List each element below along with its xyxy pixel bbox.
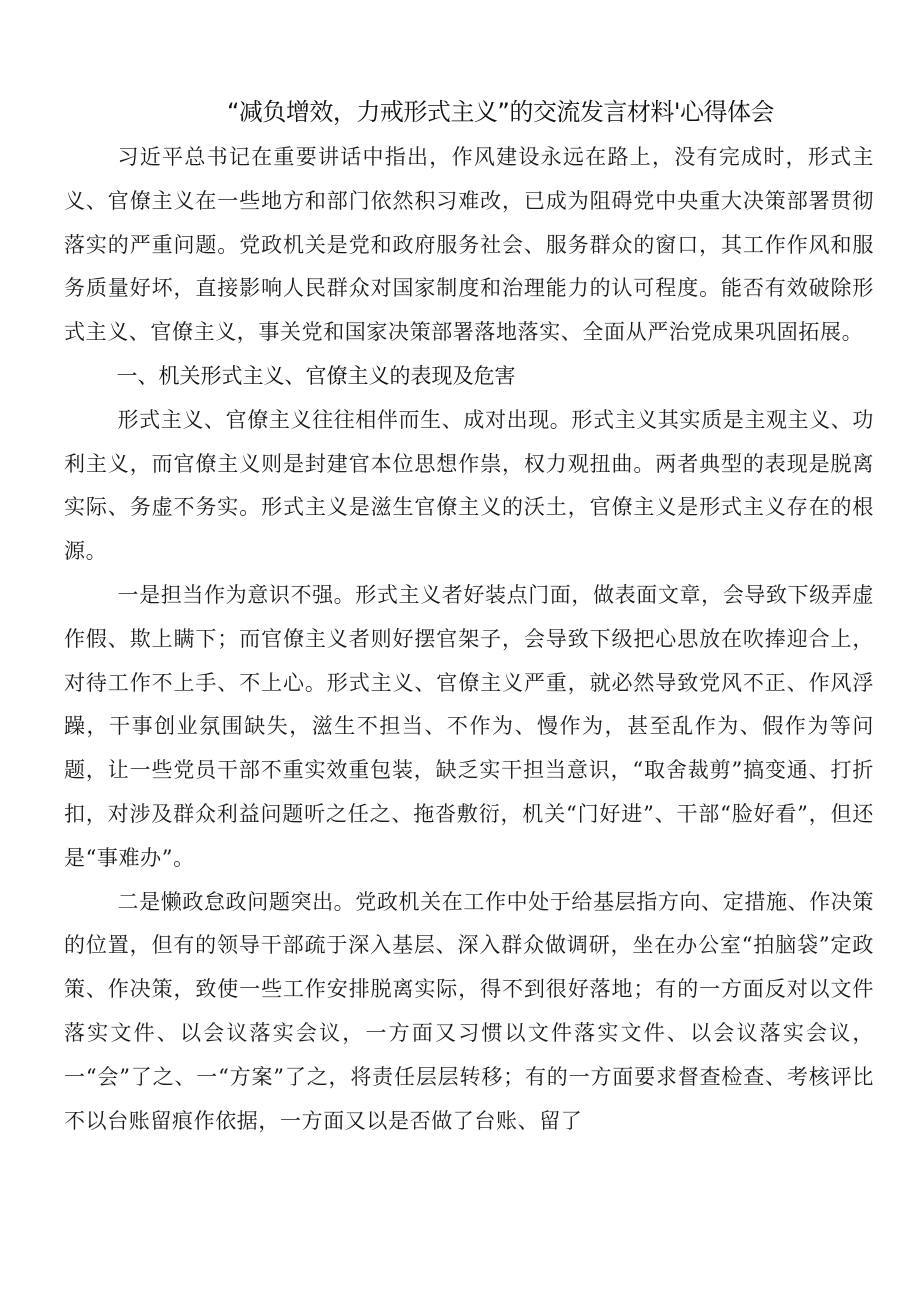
- paragraph-section-1-overview: 形式主义、官僚主义往往相伴而生、成对出现。形式主义其实质是主观主义、功利主义，而官僚主义则是封建官本位思想作祟，权力观扭曲。两者典型的表现是脱离实际、务虚不务实。形式主义是滋生官僚主义的沃土，官僚主义是形式主义存在的根源。: [64, 407, 874, 564]
- paragraph-intro: 习近平总书记在重要讲话中指出，作风建设永远在路上，没有完成时，形式主义、官僚主义在一些地方和部门依然积习难改，已成为阻碍党中央重大决策部署贯彻落实的严重问题。党政机关是党和政府服务社会、服务群众的窗口，其工作作风和服务质量好坏，直接影响人民群众对国家制度和治理能力的认可程度。能否有效破除形式主义、官僚主义，事关党和国家决策部署落地落实、全面从严治党成果巩固拓展。: [64, 145, 874, 345]
- document-body: [64, 136, 874, 1143]
- document-title: “减负增效，力戒形式主义”的交流发言材料'心得体会: [227, 98, 774, 126]
- paragraph-point-1: 一是担当作为意识不强。形式主义者好装点门面，做表面文章，会导致下级弄虚作假、欺上瞒下；而官僚主义者则好摆官架子，会导致下级把心思放在吹捧迎合上，对待工作不上手、不上心。形式主义、官僚主义严重，就必然导致党风不正、作风浮躁，干事创业氛围缺失，滋生不担当、不作为、慢作为，甚至乱作为、假作为等问题，让一些党员干部不重实效重包装，缺乏实干担当意识，“取舍裁剪”搞变通、打折扣，对涉及群众利益问题听之任之、拖沓敷衍，机关“门好进”、干部“脸好看”，但还是“事难办”。: [64, 582, 874, 870]
- paragraph-point-2: 二是懒政怠政问题突出。党政机关在工作中处于给基层指方向、定措施、作决策的位置，但有的领导干部疏于深入基层、深入群众做调研，坐在办公室“拍脑袋”定政策、作决策，致使一些工作安排脱离实际，得不到很好落地；有的一方面反对以文件落实文件、以会议落实会议，一方面又习惯以文件落实文件、以会议落实会议，一“会”了之、一“方案”了之，将责任层层转移；有的一方面要求督查检查、考核评比不以台账留痕作依据，一方面又以是否做了台账、留了: [64, 889, 874, 1133]
- section-heading-1: 一、机关形式主义、官僚主义的表现及危害: [116, 363, 516, 388]
